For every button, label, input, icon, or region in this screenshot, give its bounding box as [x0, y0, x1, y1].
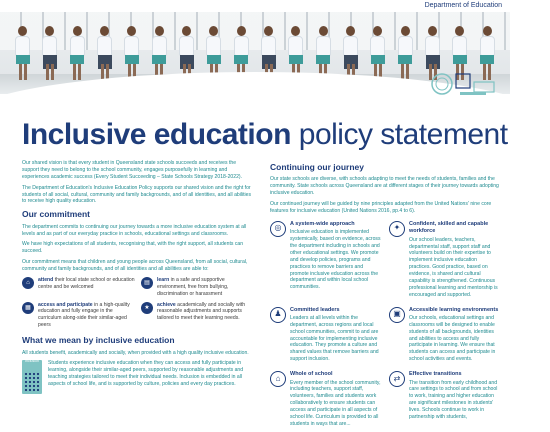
inclusion-box	[22, 360, 42, 394]
chart-icon: ▦	[22, 302, 34, 314]
system-icon: ◎	[270, 221, 286, 237]
commitment-paragraph-2: We have high expectations of all students, recognising that, with the right support, all students can succeed.	[22, 241, 244, 255]
principle-item	[389, 371, 500, 432]
principles-grid	[270, 221, 500, 432]
item-text: academically and socially with reasonable adjustments and supports tailored to meet their learning needs.	[157, 301, 246, 322]
principle-text: The transition from early childhood and care settings to school and from school to work, training and higher education are significant milestones in students' lives. Schools continue to work in partnership with students,	[409, 379, 498, 420]
item-bold: achieve	[157, 301, 176, 308]
transition-icon: ⇄	[389, 371, 405, 387]
principle-heading: Accessible learning environments	[409, 306, 499, 313]
intro-reference: (Every Student Succeeding – State Schools Strategy 2018-2022).	[92, 173, 243, 180]
page-title	[22, 118, 508, 152]
meaning-heading: What we mean by inclusive education	[22, 335, 175, 346]
principle-text: Our school leaders, teachers, departmental staff, support staff and volunteers build on their expertise to implement inclusive education practices. Good practice, based on evidence, is shared and cultural capability is strengthened. Continuous professional learning and mentorship is encouraged and supported.	[409, 236, 498, 298]
department-name: Department of Education	[424, 2, 502, 9]
item-text: their local state school or education centre and be welcomed	[38, 276, 135, 290]
principle-text: Our schools, educational settings and classrooms will be designed to enable students of all backgrounds, identities and abilities to access and fully participate in learning. We ensure that students can access and participate in school activities and events.	[409, 314, 496, 363]
commitment-item	[141, 302, 254, 330]
book-icon: ▤	[141, 277, 153, 289]
journey-heading: Continuing our journey	[270, 162, 364, 172]
commitment-paragraph-3: Our commitment means that children and young people across Queensland, from all social, cultural, community and family backgrounds, and of all identities and all abilities are able to:	[22, 259, 248, 273]
principle-heading: A system-wide approach	[290, 220, 355, 227]
principle-item	[270, 221, 381, 303]
workforce-icon: ✦	[389, 221, 405, 237]
journey-paragraph-1: Our state schools are diverse, with schools adapting to meet the needs of students, families and the community. State schools across Queensland are at different stages of their journey towards adopting inclusive education.	[270, 176, 499, 197]
leaders-icon: ♟	[270, 307, 286, 323]
principle-item	[389, 221, 500, 303]
principle-text: Leaders at all levels within the department, across regions and local school communities, commit to and are accountable for implementing inclusive education. They promote a culture and shared values that remove barriers and support inclusion.	[290, 314, 379, 363]
principle-text: Every member of the school community, including teachers, support staff, volunteers, families and students work collaboratively to ensure students can access and participate in all aspects of school life. Curriculum is provided to all students in ways that are...	[290, 379, 381, 427]
commitment-item	[141, 277, 254, 298]
whole-school-icon: ⌂	[270, 371, 286, 387]
intro-paragraph	[22, 160, 254, 181]
school-icon: ⌂	[22, 277, 34, 289]
item-bold: learn	[157, 276, 170, 283]
item-text: in a high-quality education and fully engage in the curriculum along-side their similar-aged peers	[38, 301, 130, 329]
inclusion-graphic	[22, 360, 254, 394]
commitment-item	[22, 302, 135, 330]
commitment-item	[22, 277, 135, 298]
decorative-shapes	[412, 70, 502, 110]
right-column	[270, 160, 500, 432]
meaning-paragraph-2: Students experience inclusive education when they can access and fully participate in learning, alongside their similar-aged peers, supported by reasonable adjustments and teaching strategies tailored to meet their individual needs. Inclusion is embedded in all aspects of school life, and is supported by culture, policies and every day practices.	[48, 360, 244, 388]
star-icon: ★	[141, 302, 153, 314]
principle-item	[270, 371, 381, 432]
item-text: in a safe and supportive environment, free from bullying, discrimination or harassment	[157, 276, 229, 297]
principle-item	[270, 307, 381, 368]
principle-heading: Confident, skilled and capable workforce	[409, 220, 489, 235]
intro-text: Our shared vision is that every student in Queensland state schools succeeds and receives the support they need to belong to the school community, engages purposefully in learning and experiences academic success	[22, 160, 237, 180]
principle-heading: Effective transitions	[409, 371, 462, 378]
journey-paragraph-2: Our continued journey will be guided by nine principles adapted from the United Nations' nine core features for inclusive education (United Nations 2016, pp.4 to 6).	[270, 201, 492, 214]
item-bold: access and participate	[38, 301, 93, 308]
left-column	[22, 160, 254, 394]
principle-item	[389, 307, 500, 368]
commitment-heading: Our commitment	[22, 209, 91, 220]
inclusion-label: Inclusion	[25, 359, 39, 364]
principle-heading: Whole of school	[290, 371, 333, 378]
policy-paragraph: The Department of Education's Inclusive Education Policy supports our shared vision and the right for students of all social, cultural, community and family backgrounds, and of all identities, and all abilities to receive high quality education.	[22, 184, 252, 205]
commitment-paragraph-1: The department commits to continuing our journey towards a more inclusive education system at all levels and as part of our everyday practice in schools, educational settings and classrooms.	[22, 223, 247, 237]
principle-text: Inclusive education is implemented systemically, based on evidence, across the department including in schools and other educational settings. We promote and develop policies, programs and practices to remove barriers and promote inclusive education across the department and within local school communities.	[290, 229, 381, 291]
title-light: policy statement	[290, 118, 508, 151]
title-bold: Inclusive education	[22, 118, 291, 151]
principle-heading: Committed leaders	[290, 306, 340, 313]
environment-icon: ▣	[389, 307, 405, 323]
item-bold: attend	[38, 276, 54, 283]
commitment-list	[22, 277, 254, 329]
meaning-paragraph-1: All students benefit, academically and socially, when provided with a high quality inclusive education.	[22, 349, 249, 356]
